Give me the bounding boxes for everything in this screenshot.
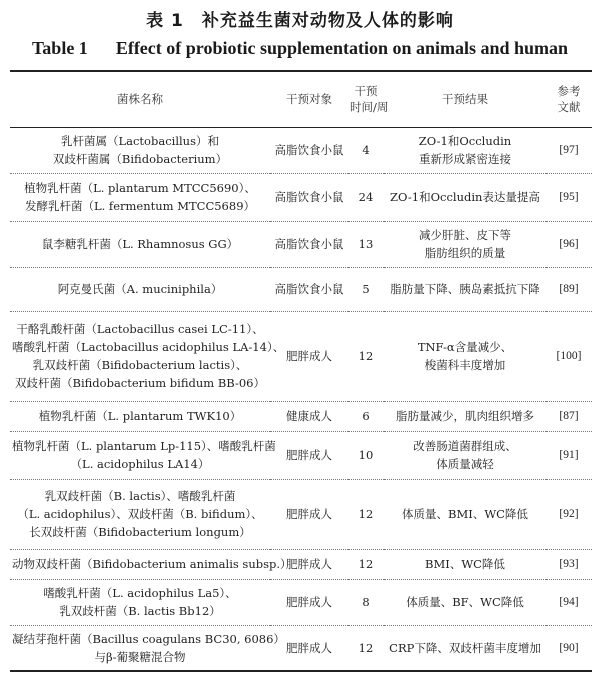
strain-line: 阿克曼氏菌（A. muciniphila） — [57, 282, 223, 296]
result-line: 改善肠道菌群组成、 — [413, 439, 517, 453]
strain-line: 双歧杆菌属（Bifidobacterium） — [52, 152, 228, 166]
table-body — [10, 127, 592, 671]
result-line: 减少肝脏、皮下等 — [419, 228, 511, 242]
cell-ref: [90] — [546, 625, 592, 671]
cell-ref: [92] — [546, 479, 592, 549]
cell-weeks: 12 — [348, 311, 384, 401]
cell-result — [384, 579, 546, 625]
strain-line: （L. acidophilus LA14） — [70, 457, 210, 471]
table-title-english — [0, 38, 600, 59]
cell-strain — [10, 221, 270, 267]
table-row — [10, 311, 592, 401]
header-duration-line: 时间/周 — [350, 100, 389, 115]
table-row — [10, 173, 592, 221]
strain-line: 植物乳杆菌（L. plantarum TWK10） — [38, 409, 242, 423]
table-row — [10, 579, 592, 625]
probiotic-effects-table — [10, 70, 592, 672]
cell-result — [384, 549, 546, 579]
cell-strain — [10, 579, 270, 625]
table-row — [10, 267, 592, 311]
strain-line: 植物乳杆菌（L. plantarum MTCC5690）、 — [24, 181, 256, 195]
cell-subject: 高脂饮食小鼠 — [270, 173, 348, 221]
cell-result — [384, 431, 546, 479]
cell-strain — [10, 173, 270, 221]
cell-result — [384, 625, 546, 671]
strain-line: 嗜酸乳杆菌（Lactobacillus acidophilus LA-14）、 — [12, 340, 285, 354]
cell-strain — [10, 431, 276, 479]
strain-line: 乳双歧杆菌（Bifidobacterium lactis）、 — [32, 358, 248, 372]
cell-result — [384, 173, 546, 221]
cell-subject: 肥胖成人 — [270, 311, 348, 401]
cell-result — [384, 311, 546, 401]
cell-ref: [94] — [546, 579, 592, 625]
table-row — [10, 221, 592, 267]
cell-result — [384, 221, 546, 267]
cell-weeks: 4 — [348, 127, 384, 173]
strain-line: 鼠李糖乳杆菌（L. Rhamnosus GG） — [41, 237, 239, 251]
cell-ref: [91] — [546, 431, 592, 479]
cell-result — [384, 479, 546, 549]
result-line: 体质量、BMI、WC降低 — [402, 507, 528, 521]
cell-strain — [10, 479, 270, 549]
header-duration — [348, 71, 389, 127]
cell-weeks: 5 — [348, 267, 384, 311]
strain-line: 长双歧杆菌（Bifidobacterium longum） — [29, 525, 251, 539]
cell-weeks: 13 — [348, 221, 384, 267]
strain-line: 嗜酸乳杆菌（L. acidophilus La5）、 — [43, 586, 237, 600]
cell-subject: 肥胖成人 — [270, 549, 348, 579]
result-line: 脂肪量下降、胰岛素抵抗下降 — [390, 282, 540, 296]
table-title-chinese: 表 1 补充益生菌对动物及人体的影响 — [146, 11, 454, 31]
header-duration-line: 干预 — [354, 84, 378, 99]
cell-subject: 肥胖成人 — [270, 479, 348, 549]
cell-weeks: 12 — [348, 625, 384, 671]
strain-line: 乳双歧杆菌（B. lactis Bb12） — [59, 604, 221, 618]
strain-line: （L. acidophilus）、双歧杆菌（B. bifidum）、 — [17, 507, 263, 521]
header-result: 干预结果 — [384, 71, 546, 127]
cell-result — [384, 267, 546, 311]
cell-weeks: 8 — [348, 579, 384, 625]
result-line: BMI、WC降低 — [425, 557, 505, 571]
header-ref — [546, 71, 592, 127]
table-caption: Effect of probiotic supplementation on animals and human — [115, 38, 569, 58]
table-header-row — [10, 71, 592, 127]
header-subject: 干预对象 — [270, 71, 348, 127]
table-row — [10, 127, 592, 173]
cell-strain — [10, 127, 270, 173]
strain-line: 植物乳杆菌（L. plantarum Lp-115）、嗜酸乳杆菌 — [12, 439, 276, 453]
cell-subject: 健康成人 — [270, 401, 348, 431]
table-row — [10, 549, 592, 579]
strain-line: 双歧杆菌（Bifidobacterium bifidum BB-06） — [15, 376, 265, 390]
cell-subject: 肥胖成人 — [270, 625, 348, 671]
header-strain: 菌株名称 — [10, 71, 270, 127]
cell-weeks: 12 — [348, 479, 384, 549]
result-line: ZO-1和Occludin — [418, 134, 512, 148]
cell-ref: [87] — [546, 401, 592, 431]
cell-subject: 肥胖成人 — [270, 579, 348, 625]
result-line: 体质量、BF、WC降低 — [406, 595, 524, 609]
table-number: Table 1 — [31, 38, 88, 58]
cell-ref: [95] — [546, 173, 592, 221]
strain-line: 动物双歧杆菌（Bifidobacterium animalis subsp.） — [12, 557, 292, 571]
result-line: 重新形成紧密连接 — [419, 152, 511, 166]
header-ref-line: 参考 — [557, 84, 581, 99]
result-line: TNF-α含量减少、 — [417, 340, 513, 354]
cell-result — [384, 401, 546, 431]
cell-strain — [10, 401, 270, 431]
cell-strain — [10, 311, 285, 401]
table-row — [10, 401, 592, 431]
cell-subject: 高脂饮食小鼠 — [270, 127, 348, 173]
cell-ref: [100] — [546, 311, 592, 401]
cell-subject: 高脂饮食小鼠 — [270, 221, 348, 267]
cell-ref: [97] — [546, 127, 592, 173]
table-row — [10, 479, 592, 549]
table-row — [10, 431, 592, 479]
cell-ref: [96] — [546, 221, 592, 267]
result-line: 脂肪量减少，肌肉组织增多 — [396, 409, 534, 423]
cell-weeks: 24 — [348, 173, 384, 221]
cell-strain — [10, 549, 292, 579]
strain-line: 乳杆菌属（Lactobacillus）和 — [61, 134, 219, 148]
cell-result — [384, 127, 546, 173]
cell-subject: 肥胖成人 — [270, 431, 348, 479]
result-line: 体质量减轻 — [436, 457, 494, 471]
cell-strain — [10, 267, 270, 311]
cell-weeks: 6 — [348, 401, 384, 431]
result-line: CRP下降、双歧杆菌丰度增加 — [389, 640, 541, 655]
cell-ref: [93] — [546, 549, 592, 579]
strain-line: 与β-葡聚糖混合物 — [94, 649, 186, 664]
table-row — [10, 625, 592, 671]
result-line: 梭菌科丰度增加 — [424, 358, 506, 372]
cell-weeks: 10 — [348, 431, 384, 479]
strain-line: 乳双歧杆菌（B. lactis）、嗜酸乳杆菌 — [44, 489, 236, 503]
result-line: ZO-1和Occludin表达量提高 — [390, 190, 540, 204]
strain-line: 干酪乳酸杆菌（Lactobacillus casei LC-11）、 — [16, 322, 264, 336]
cell-ref: [89] — [546, 267, 592, 311]
strain-line: 凝结芽孢杆菌（Bacillus coagulans BC30, 6086） — [12, 631, 285, 646]
header-ref-line: 文献 — [557, 100, 581, 115]
cell-weeks: 12 — [348, 549, 384, 579]
cell-subject: 高脂饮食小鼠 — [270, 267, 348, 311]
strain-line: 发酵乳杆菌（L. fermentum MTCC5689） — [24, 199, 256, 213]
result-line: 脂肪组织的质量 — [424, 246, 506, 260]
cell-strain — [10, 625, 285, 671]
